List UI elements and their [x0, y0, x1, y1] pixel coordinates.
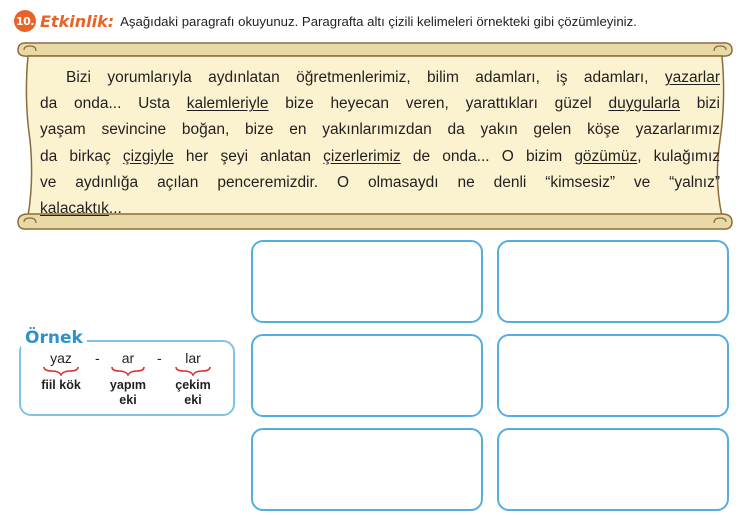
brace-icon — [175, 366, 211, 376]
example-label-derivational: yapım eki — [109, 378, 147, 407]
paragraph-segment: ve aydınlığa açılan penceremizdir. O olmasaydı ne denli “kimsesiz” ve “yalnız” — [40, 173, 720, 191]
paragraph-segment: bizi — [679, 95, 720, 113]
underlined-word: yazarlar — [664, 69, 720, 86]
paragraph-segment: her şeyi anlatan — [173, 147, 324, 165]
paragraph-scroll — [14, 40, 736, 232]
paragraph-segment: Bizi yorumlarıyla aydınlatan öğretmenlerimiz, bilim adamları, iş adamları, — [66, 69, 665, 86]
answer-box-1[interactable] — [251, 240, 483, 323]
answer-box-4[interactable] — [497, 334, 729, 417]
activity-number-badge: 10. — [14, 10, 36, 32]
paragraph-text — [40, 65, 720, 222]
paragraph-line — [40, 117, 720, 143]
paragraph-segment: ... — [108, 200, 122, 218]
activity-header — [14, 8, 637, 34]
example-separator: - — [95, 350, 100, 366]
example-label-root: fiil kök — [41, 378, 81, 392]
example-label-inflectional: çekim eki — [175, 378, 211, 407]
underlined-word: kalemleriyle — [186, 95, 269, 113]
answer-box-6[interactable] — [497, 428, 729, 511]
paragraph-segment: , kulağımız — [637, 147, 721, 165]
paragraph-segment: bize heyecan veren, yarattıkları güzel — [268, 95, 609, 113]
answer-box-2[interactable] — [497, 240, 729, 323]
example-separator: - — [157, 350, 162, 366]
underlined-word: duygularla — [608, 95, 680, 113]
example-box — [19, 330, 235, 416]
activity-instruction: Aşağıdaki paragrafı okuyunuz. Paragrafta altı çizili kelimeleri örnekteki gibi çözümleyiniz. — [120, 13, 637, 29]
answer-box-3[interactable] — [251, 334, 483, 417]
paragraph-line — [40, 91, 720, 117]
answer-box-5[interactable] — [251, 428, 483, 511]
paragraph-line — [40, 196, 720, 222]
paragraph-segment: da onda... Usta — [40, 95, 187, 113]
brace-icon — [111, 366, 145, 376]
example-part-derivational: ar — [121, 350, 135, 366]
underlined-word: çizerlerimiz — [323, 147, 401, 165]
paragraph-segment: yaşam sevincine boğan, bize en yakınlarımızdan da yakın gelen köşe yazarlarımız — [40, 121, 720, 139]
example-title: Örnek — [21, 328, 87, 348]
example-part-inflectional: lar — [185, 350, 201, 366]
paragraph-line — [40, 144, 720, 170]
activity-label: Etkinlik: — [40, 11, 115, 31]
example-part-root: yaz — [50, 350, 72, 366]
brace-icon — [43, 366, 79, 376]
underlined-word: gözümüz — [574, 147, 638, 165]
underlined-word: kalacaktık — [40, 200, 109, 218]
underlined-word: çizgiyle — [122, 147, 174, 165]
paragraph-line — [40, 65, 720, 91]
paragraph-segment: da birkaç — [40, 147, 123, 165]
paragraph-line — [40, 170, 720, 196]
paragraph-segment: de onda... O bizim — [400, 147, 575, 165]
